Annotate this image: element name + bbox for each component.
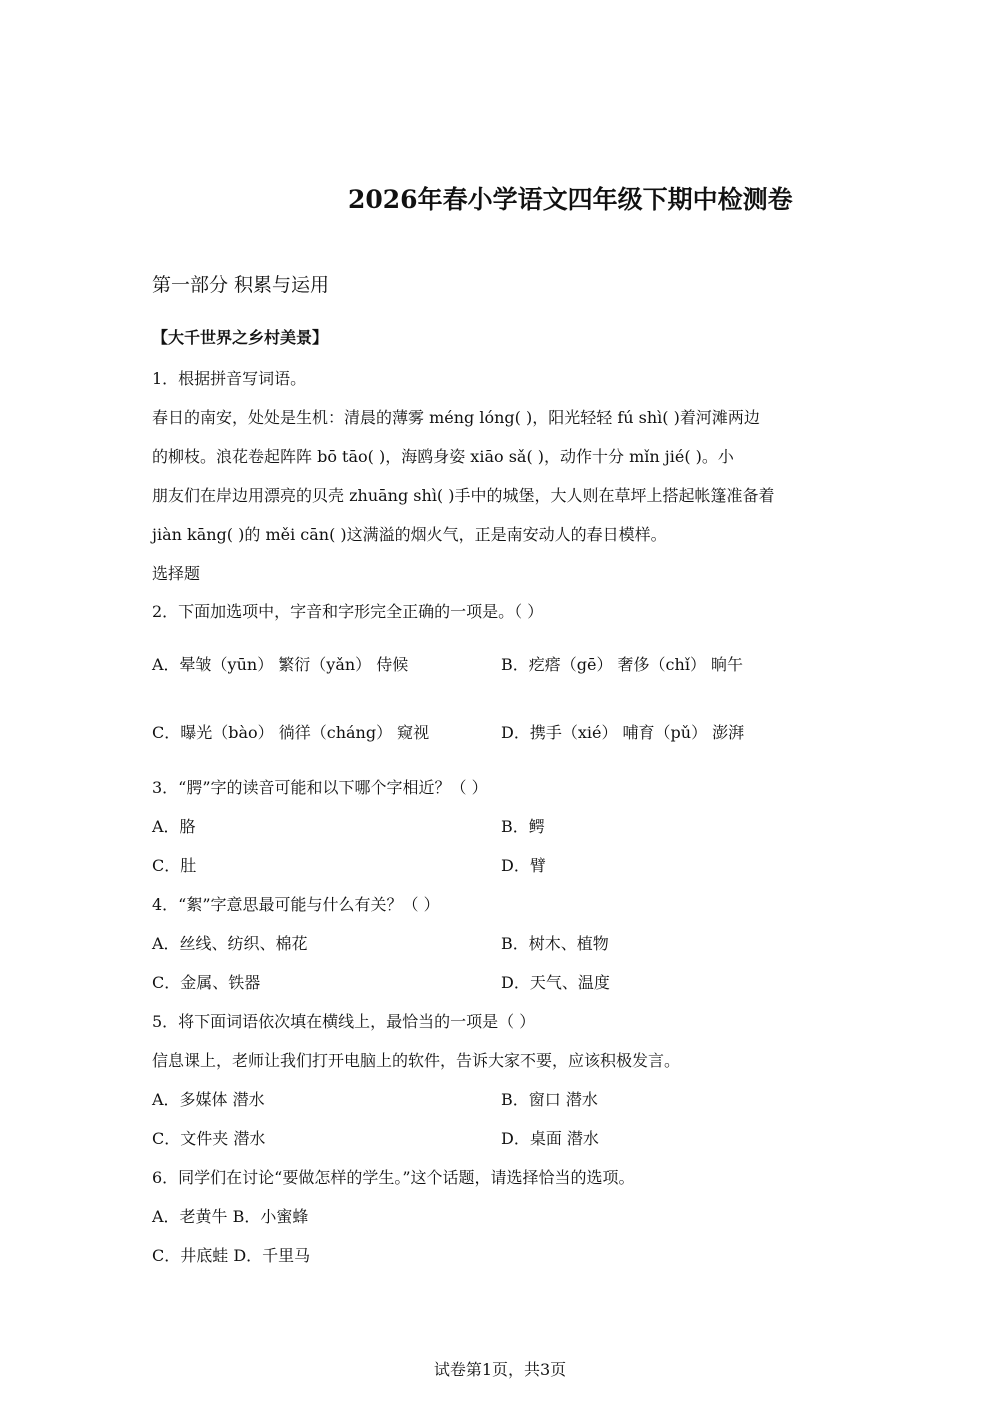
- q4-option-a: A．丝线、纺织、棉花: [152, 934, 308, 953]
- q6-options-row: C．井底蛙 D．千里马: [152, 1246, 311, 1265]
- q2-option-c: C．曝光（bào） 徜徉（cháng） 窥视: [152, 723, 430, 742]
- q1-stem: 1．根据拼音写词语。: [152, 369, 307, 388]
- q2-stem: 2．下面加选项中，字音和字形完全正确的一项是。（ ）: [152, 602, 544, 621]
- q4-stem: 4．“絮”字意思最可能与什么有关？（ ）: [152, 895, 440, 914]
- q5-sentence: 信息课上，老师让我们打开电脑上的软件，告诉大家不要，应该积极发言。: [152, 1051, 681, 1070]
- q1-line: jiàn kāng( )的 měi cān( )这满溢的烟火气，正是南安动人的春日模样。: [152, 525, 667, 544]
- q6-options-row: A．老黄牛 B．小蜜蜂: [152, 1207, 309, 1226]
- q3-option-b: B．鳄: [501, 817, 545, 836]
- choice-label: 选择题: [152, 564, 201, 583]
- section-heading: 第一部分 积累与运用: [152, 274, 330, 296]
- q5-option-d: D．桌面 潜水: [501, 1129, 599, 1148]
- q1-line: 朋友们在岸边用漂亮的贝壳 zhuāng shì( )手中的城堡，大人则在草坪上搭起帐篷准备着: [152, 486, 775, 505]
- q1-line: 春日的南安，处处是生机：清晨的薄雾 méng lóng( )，阳光轻轻 fú shì( )着河滩两边: [152, 408, 760, 427]
- q5-option-c: C．文件夹 潜水: [152, 1129, 266, 1148]
- page-title: 2026年春小学语文四年级下期中检测卷: [348, 185, 793, 214]
- q1-line: 的柳枝。浪花卷起阵阵 bō tāo( )，海鸥身姿 xiāo sǎ( )，动作十分 mǐn jié( )。小: [152, 447, 734, 466]
- q3-stem: 3．“腭”字的读音可能和以下哪个字相近？（ ）: [152, 778, 488, 797]
- q2-option-a: A．晕皱（yūn） 繁衍（yǎn） 侍候: [152, 655, 409, 674]
- q4-option-d: D．天气、温度: [501, 973, 610, 992]
- q2-option-b: B．疙瘩（gē） 奢侈（chǐ） 晌午: [501, 655, 744, 674]
- q3-option-c: C．肚: [152, 856, 197, 875]
- q2-option-d: D．携手（xié） 哺育（pǔ） 澎湃: [501, 723, 745, 742]
- q5-option-b: B．窗口 潜水: [501, 1090, 598, 1109]
- subsection-heading: 【大千世界之乡村美景】: [152, 328, 329, 347]
- q5-stem: 5．将下面词语依次填在横线上，最恰当的一项是（ ）: [152, 1012, 536, 1031]
- q4-option-c: C．金属、铁器: [152, 973, 261, 992]
- q4-option-b: B．树木、植物: [501, 934, 609, 953]
- q6-stem: 6．同学们在讨论“要做怎样的学生。”这个话题，请选择恰当的选项。: [152, 1168, 635, 1187]
- q5-option-a: A．多媒体 潜水: [152, 1090, 265, 1109]
- page-footer: 试卷第1页，共3页: [433, 1360, 567, 1379]
- q3-option-d: D．臂: [501, 856, 546, 875]
- q3-option-a: A．胳: [152, 817, 196, 836]
